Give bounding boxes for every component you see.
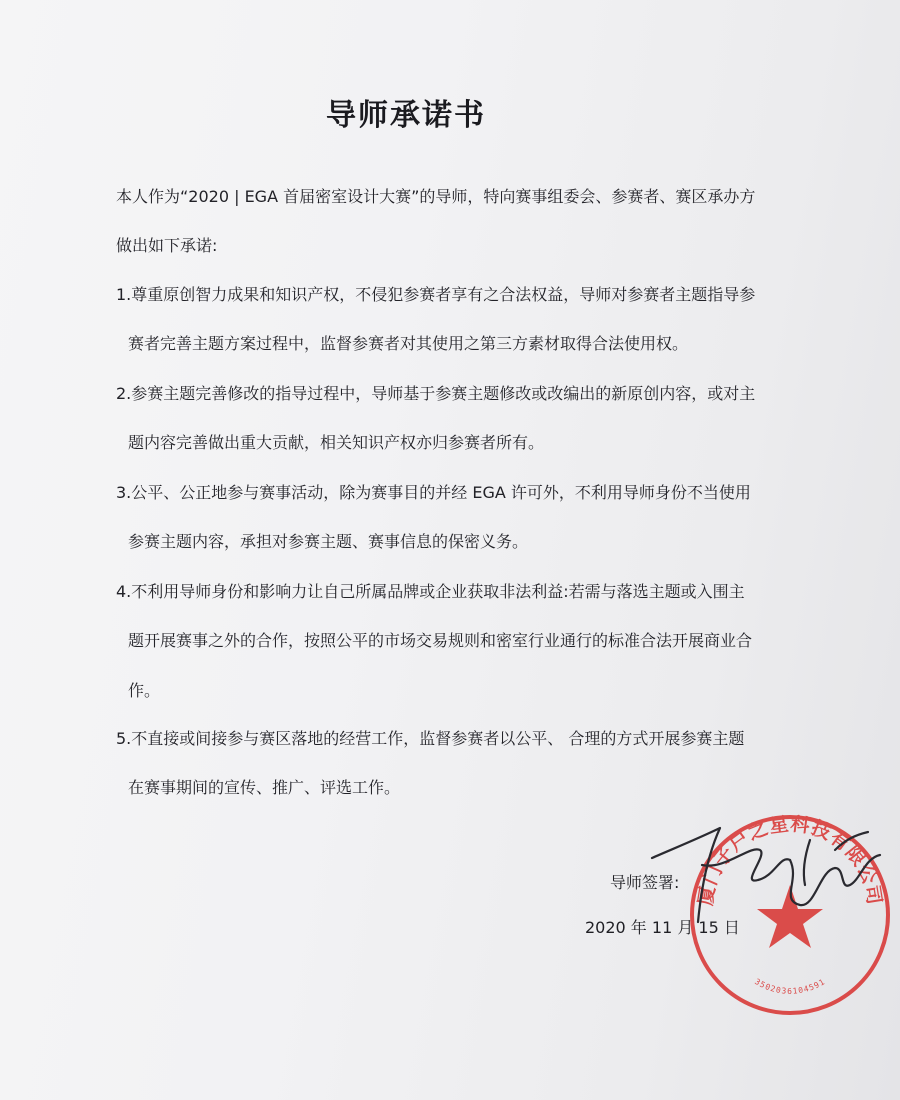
clause-5-line-2: 在赛事期间的宣传、推广、评选工作。: [128, 778, 401, 797]
document-title: 导师承诺书: [326, 98, 486, 134]
seal-company-name: 厦门子户之星科技有限公司: [694, 813, 886, 907]
clause-3-line-2: 参赛主题内容，承担对参赛主题、赛事信息的保密义务。: [128, 532, 529, 551]
clause-2-line-2: 题内容完善做出重大贡献，相关知识产权亦归参赛者所有。: [128, 433, 545, 452]
svg-text:3502036104591: [753, 977, 827, 996]
signing-date: 2020 年 11 月 15 日: [585, 918, 740, 937]
seal-number: 3502036104591: [753, 977, 827, 996]
clause-4-line-1: 4.不利用导师身份和影响力让自己所属品牌或企业获取非法利益:若需与落选主题或入围主: [116, 582, 745, 601]
clause-2-line-1: 2.参赛主题完善修改的指导过程中，导师基于参赛主题修改或改编出的新原创内容，或对主: [116, 384, 756, 403]
clause-5-line-1: 5.不直接或间接参与赛区落地的经营工作，监督参赛者以公平、 合理的方式开展参赛主题: [116, 729, 745, 748]
intro-line-2: 做出如下承诺:: [116, 236, 218, 255]
clause-1-line-2: 赛者完善主题方案过程中，监督参赛者对其使用之第三方素材取得合法使用权。: [128, 334, 689, 353]
handwritten-signature-icon: [640, 810, 890, 930]
signature-label: 导师签署:: [610, 873, 680, 892]
clause-3-line-1: 3.公平、公正地参与赛事活动，除为赛事目的并经 EGA 许可外，不利用导师身份不当使用: [116, 483, 751, 502]
clause-4-line-3: 作。: [128, 681, 161, 700]
clause-4-line-2: 题开展赛事之外的合作，按照公平的市场交易规则和密室行业通行的标准合法开展商业合: [128, 631, 753, 650]
intro-line-1: 本人作为“2020 | EGA 首届密室设计大赛”的导师，特向赛事组委会、参赛者、赛区承办方: [116, 187, 756, 206]
clause-1-line-1: 1.尊重原创智力成果和知识产权，不侵犯参赛者享有之合法权益，导师对参赛者主题指导参: [116, 285, 756, 304]
